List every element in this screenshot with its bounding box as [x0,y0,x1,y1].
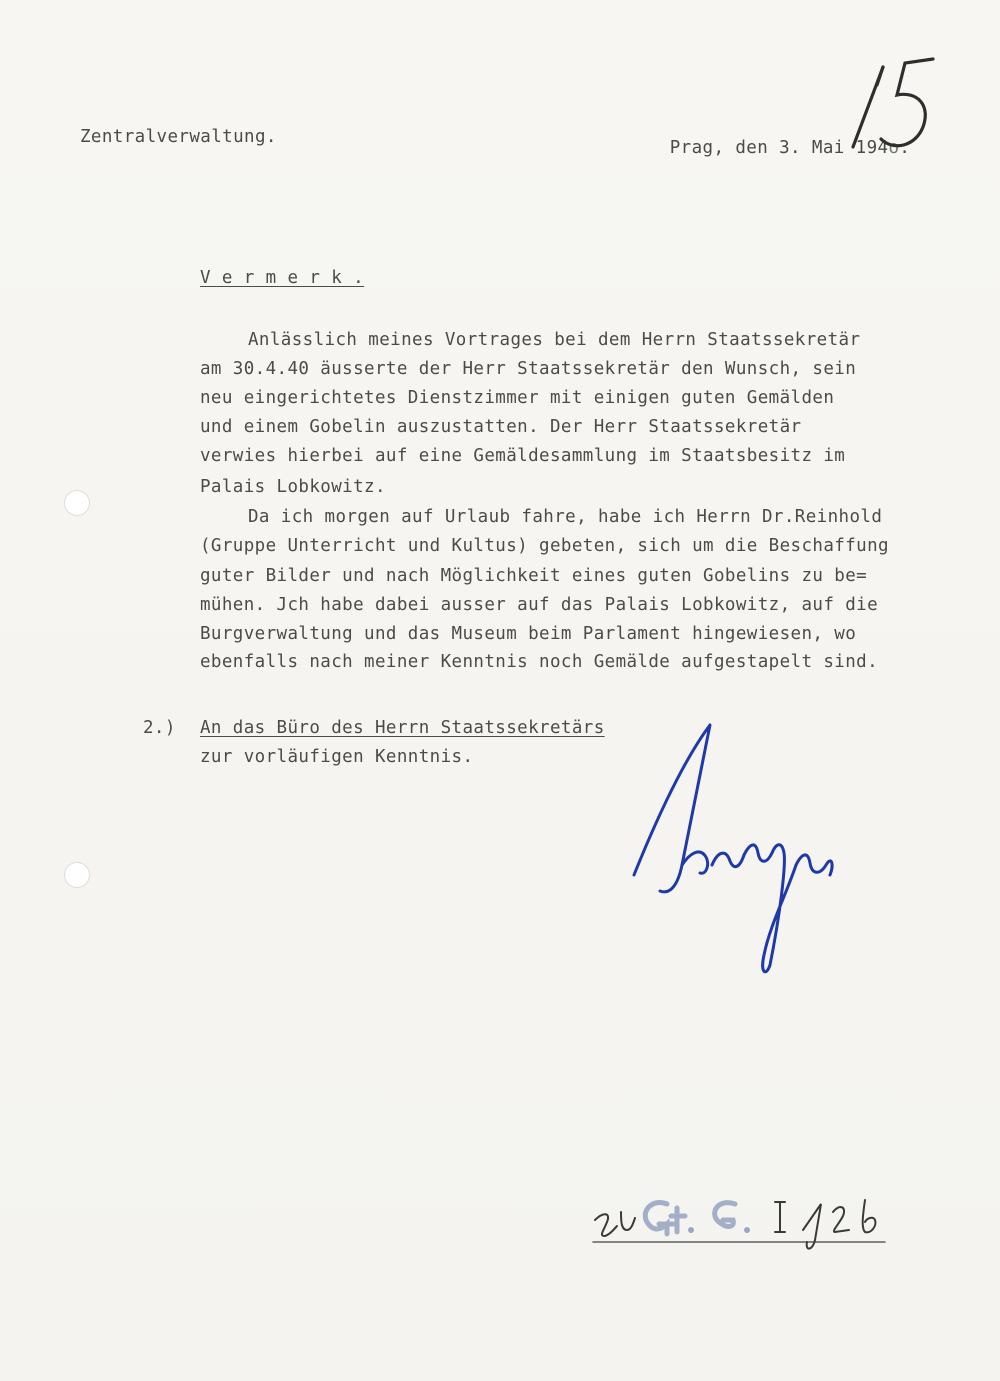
p2-line5: Burgverwaltung und das Museum beim Parlament hingewiesen, wo [200,624,857,644]
item2-line2: zur vorläufigen Kenntnis. [200,747,474,767]
p2-line1: Da ich morgen auf Urlaub fahre, habe ich Herrn Dr.Reinhold [248,507,883,527]
p1-line6: Palais Lobkowitz. [200,477,386,497]
department-line: Zentralverwaltung. [80,127,277,147]
document-title: V e r m e r k . [200,268,365,288]
footer-annotation [585,1190,905,1260]
p2-line6: ebenfalls nach meiner Kenntnis noch Gemälde aufgestapelt sind. [200,652,879,672]
date-year-overwritten: o [888,138,900,158]
p2-line3: guter Bilder und nach Möglichkeit eines guten Gobelins zu be= [200,566,868,586]
date-end: . [899,138,911,158]
p1-line2: am 30.4.40 äusserte der Herr Staatssekretär den Wunsch, sein [200,359,857,379]
item2-number: 2.) [143,718,176,738]
p2-line4: mühen. Jch habe dabei ausser auf das Palais Lobkowitz, auf die [200,595,879,615]
place-date-text: Prag, den 3. Mai 194 [669,138,889,158]
p1-line3: neu eingerichtetes Dienstzimmer mit einigen guten Gemälden [200,388,835,408]
punch-hole-bottom [64,862,90,888]
signature [620,715,860,985]
item2-line1: An das Büro des Herrn Staatssekretärs [200,718,605,738]
p2-line2: (Gruppe Unterricht und Kultus) gebeten, sich um die Beschaffung [200,536,889,556]
p1-line1: Anlässlich meines Vortrages bei dem Herrn Staatssekretär [248,330,861,350]
punch-hole-top [64,490,90,516]
page-number-stamp [835,55,955,165]
p1-line4: und einem Gobelin auszustatten. Der Herr Staatssekretär [200,417,802,437]
p1-line5: verwies hierbei auf eine Gemäldesammlung im Staatsbesitz im [200,446,846,466]
